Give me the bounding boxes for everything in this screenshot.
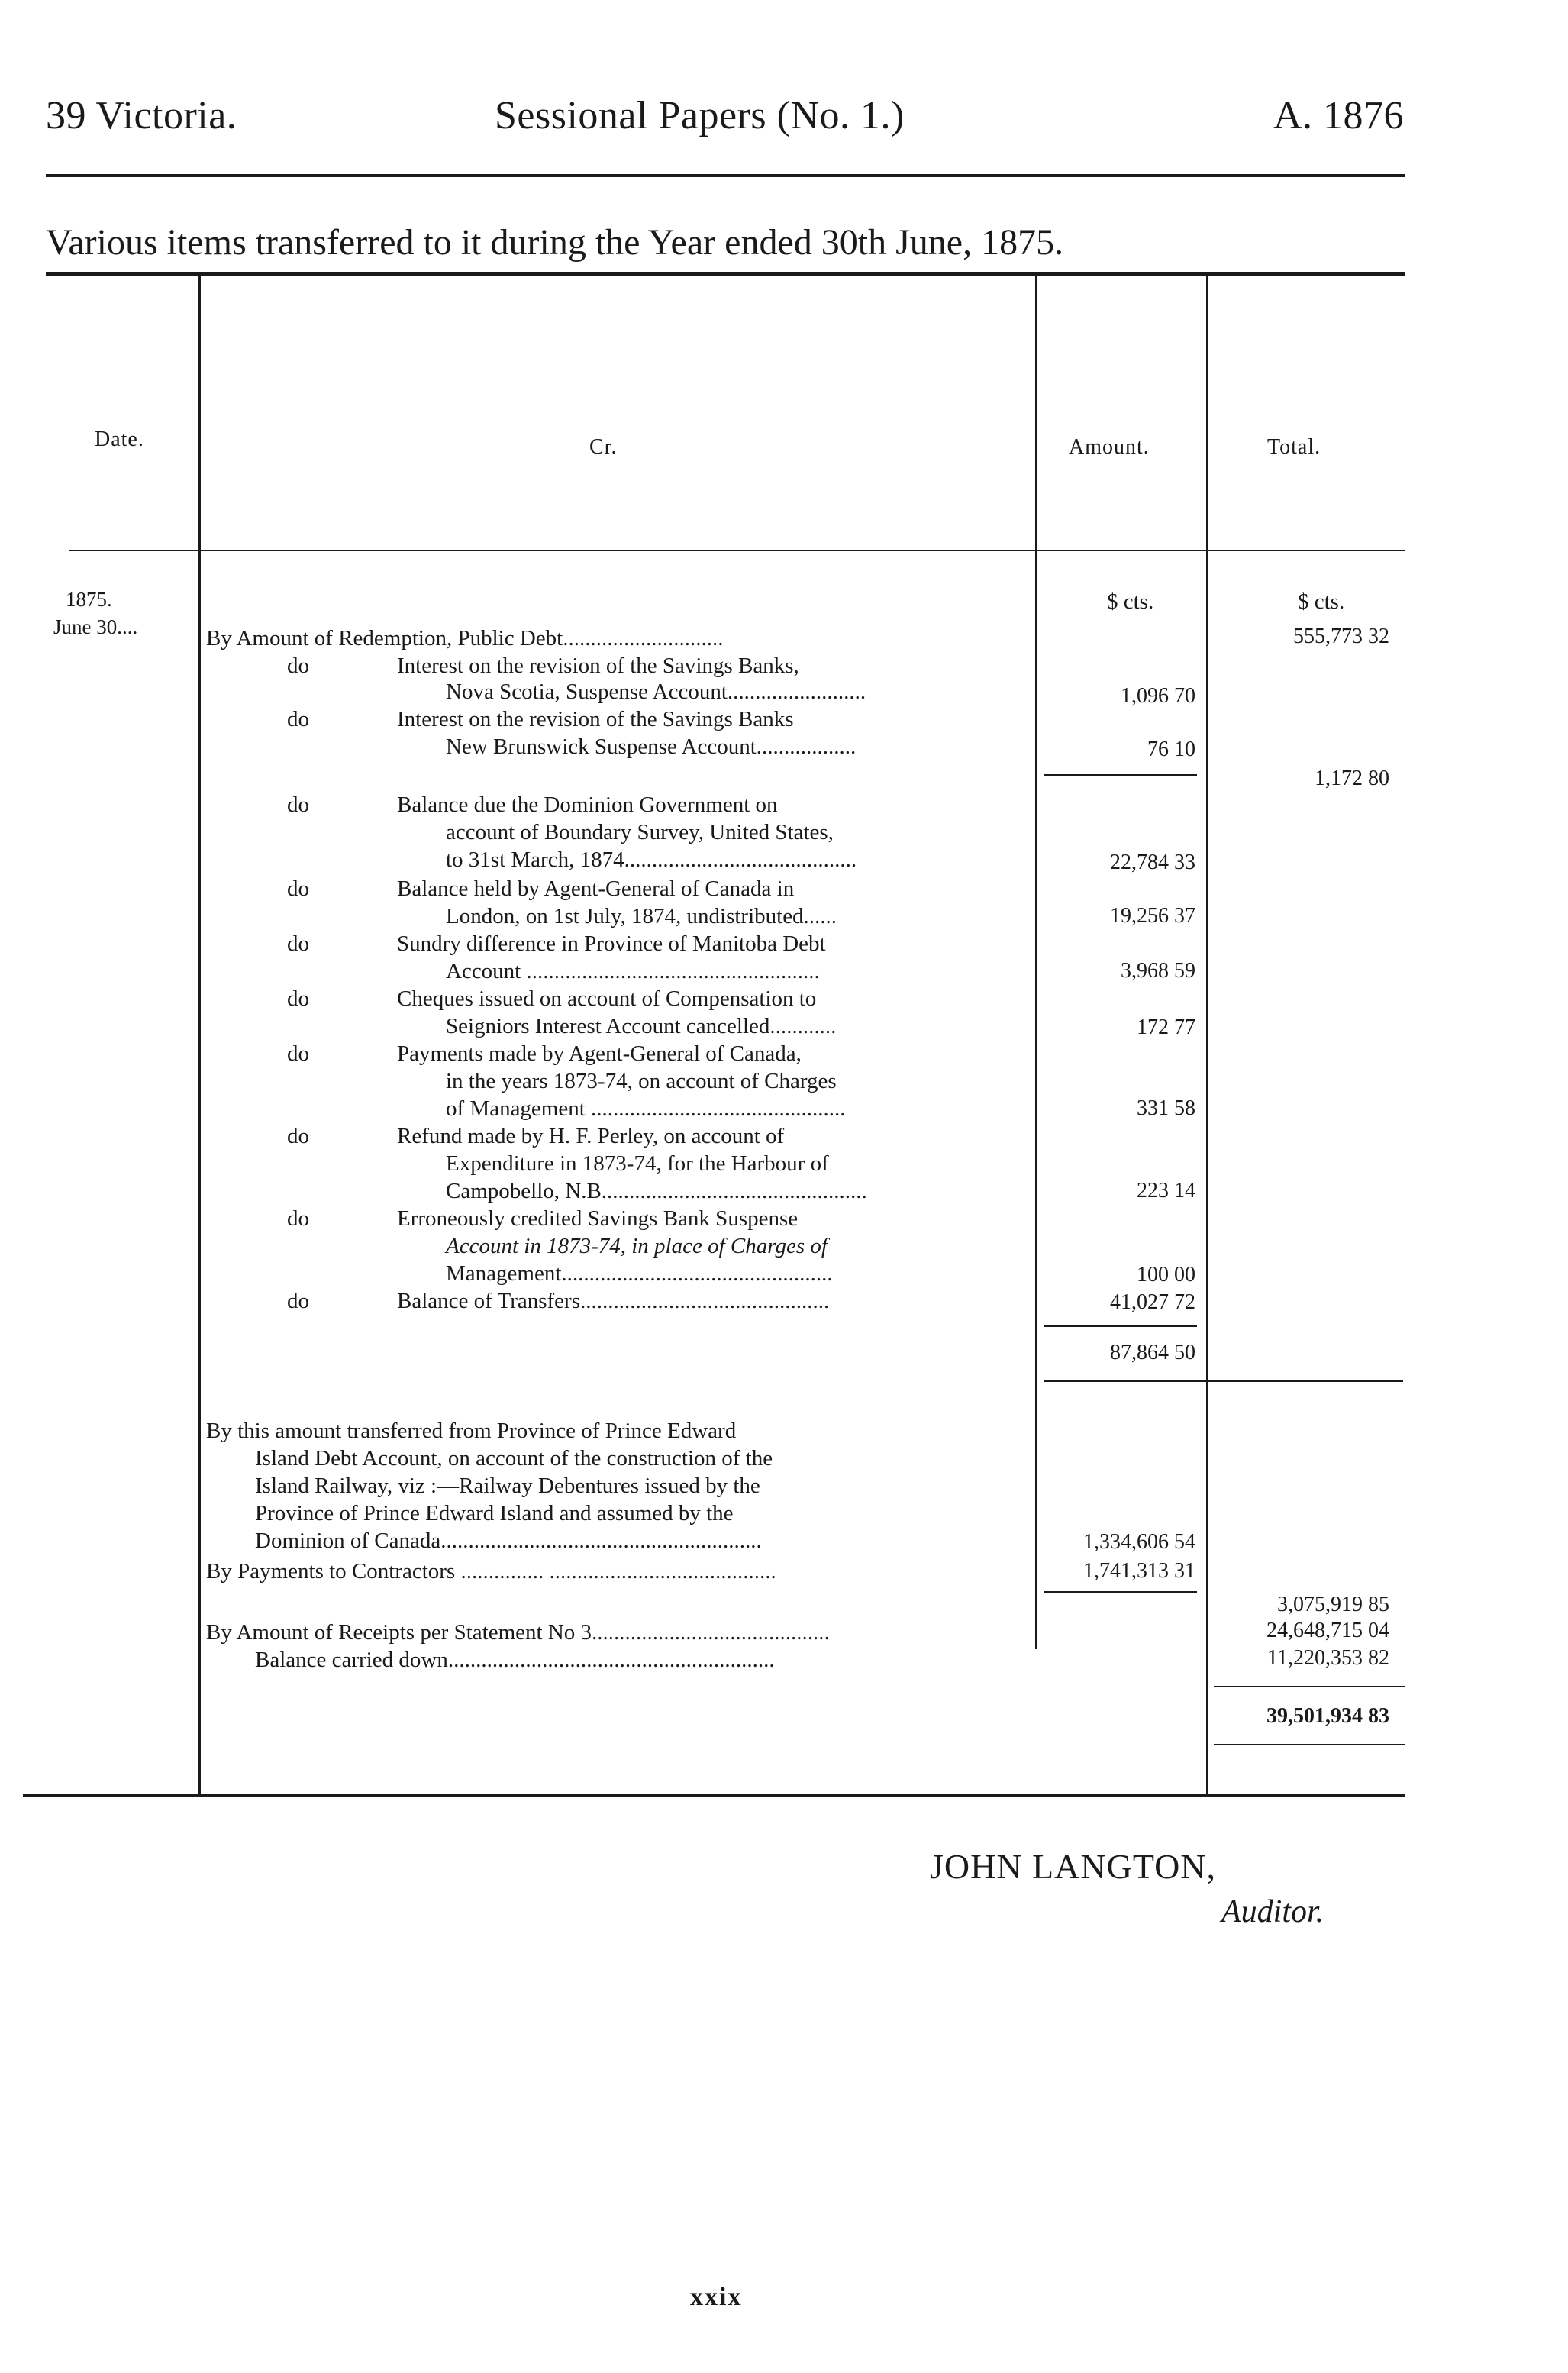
entry-text-line: London, on 1st July, 1874, undistributed...... <box>446 904 837 928</box>
entry-text-line: Balance of Transfers............................................. <box>397 1289 830 1313</box>
entry-text-line: Nova Scotia, Suspense Account......................... <box>446 680 866 704</box>
header-center: Sessional Papers (No. 1.) <box>495 94 905 137</box>
entry-text-line: Interest on the revision of the Savings Banks, <box>397 654 799 678</box>
header-right: A. 1876 <box>1273 94 1405 137</box>
entry-text-line: account of Boundary Survey, United States, <box>446 820 834 844</box>
entry-prefix: do <box>287 986 309 1011</box>
entry-text-line: Account ..................................................... <box>446 959 820 983</box>
entry-amount: 19,256 37 <box>1110 904 1195 928</box>
entry-text-line: Expenditure in 1873-74, for the Harbour of <box>446 1151 829 1176</box>
table-subtitle: Various items transferred to it during the Year ended 30th June, 1875. <box>46 222 1064 263</box>
entry-amount: 1,096 70 <box>1121 684 1195 708</box>
entry-text-line: Interest on the revision of the Savings Banks <box>397 707 794 731</box>
entry-text-line: Seigniors Interest Account cancelled............ <box>446 1014 837 1038</box>
entry-text-line: in the years 1873-74, on account of Charges <box>446 1069 837 1093</box>
entry-redemption-total: 555,773 32 <box>1293 625 1389 648</box>
date-day: June 30.... <box>53 615 138 638</box>
amount-subtotal-rule <box>1044 1325 1197 1327</box>
total-unit: $ cts. <box>1298 589 1345 614</box>
column-head-cr: Cr. <box>589 435 618 459</box>
entry-amount: 76 10 <box>1147 738 1195 761</box>
entry-text-line: Management................................................. <box>446 1261 833 1286</box>
entry-prefix: do <box>287 793 309 817</box>
entry-text-line: Sundry difference in Province of Manitoba Debt <box>397 931 826 956</box>
date-year: 1875. <box>66 588 112 611</box>
entry-prefix: do <box>287 707 309 731</box>
entry-text-line: Cheques issued on account of Compensation to <box>397 986 817 1011</box>
entry-text-line: Payments made by Agent-General of Canada, <box>397 1041 802 1066</box>
column-head-total: Total. <box>1267 435 1321 459</box>
amount-subtotal-rule <box>1044 1591 1197 1593</box>
entry-text-line: Province of Prince Edward Island and assumed by the <box>255 1501 734 1526</box>
section-rule <box>1044 1380 1403 1382</box>
entry-amount: 41,027 72 <box>1110 1290 1195 1314</box>
amount-subtotal-rule <box>1044 774 1197 776</box>
col-divider-amount <box>1206 275 1208 1794</box>
entry-amount: 1,334,606 54 <box>1083 1530 1195 1554</box>
entry-interest-total: 1,172 80 <box>1315 767 1389 790</box>
table-head-rule <box>69 550 1405 551</box>
entry-amount: 1,741,313 31 <box>1083 1559 1195 1583</box>
entry-text-line: By this amount transferred from Province of Prince Edward <box>206 1419 737 1443</box>
entry-prefix: do <box>287 931 309 956</box>
entry-text-line: Balance due the Dominion Government on <box>397 793 778 817</box>
entry-text-line: Island Railway, viz :—Railway Debentures issued by the <box>255 1474 760 1498</box>
entry-prefix: do <box>287 1041 309 1066</box>
entry-text-line: Balance carried down........................................................... <box>255 1648 775 1672</box>
entry-text-line: Account in 1873-74, in place of Charges of <box>446 1234 828 1258</box>
entry-text-line: By Payments to Contractors ............... ......................................... <box>206 1559 776 1584</box>
entry-prefix: do <box>287 1289 309 1313</box>
header-rule-thick <box>46 174 1405 177</box>
entry-text-line: Balance held by Agent-General of Canada in <box>397 877 795 901</box>
entry-prefix: do <box>287 1124 309 1148</box>
signature-name: JOHN LANGTON, <box>930 1847 1217 1886</box>
entry-text-line: New Brunswick Suspense Account.................. <box>446 734 857 759</box>
entry-amount: 172 77 <box>1137 1015 1195 1039</box>
entry-text-line: Dominion of Canada.......................................................... <box>255 1529 762 1553</box>
grand-total: 39,501,934 83 <box>1266 1704 1389 1728</box>
entry-text-line: of Management .............................................. <box>446 1096 846 1121</box>
entry-amount: 3,968 59 <box>1121 959 1195 983</box>
entry-text-line: Campobello, N.B................................................ <box>446 1179 867 1203</box>
entry-amount: 22,784 33 <box>1110 851 1195 874</box>
grand-total-rule <box>1214 1686 1405 1687</box>
transfers-subtotal: 87,864 50 <box>1110 1341 1195 1364</box>
entry-amount: 100 00 <box>1137 1263 1195 1287</box>
balance-total: 11,220,353 82 <box>1267 1646 1389 1670</box>
entry-text-line: Refund made by H. F. Perley, on account of <box>397 1124 785 1148</box>
table-bottom-rule <box>23 1794 1405 1797</box>
receipts-total: 24,648,715 04 <box>1266 1619 1389 1642</box>
entry-redemption-text: By Amount of Redemption, Public Debt............................. <box>206 626 724 651</box>
amount-unit: $ cts. <box>1107 589 1154 614</box>
entry-amount: 331 58 <box>1137 1096 1195 1120</box>
entry-text-line: Erroneously credited Savings Bank Suspense <box>397 1206 799 1231</box>
entry-text-line: Island Debt Account, on account of the construction of the <box>255 1446 773 1471</box>
grand-total-rule <box>1214 1744 1405 1745</box>
entry-text-line: to 31st March, 1874.......................................... <box>446 848 857 872</box>
entry-text-line: By Amount of Receipts per Statement No 3........................................... <box>206 1620 830 1645</box>
col-divider-cr <box>1035 275 1037 1649</box>
page-number: xxix <box>690 2283 743 2311</box>
entry-prefix: do <box>287 1206 309 1231</box>
pei-total: 3,075,919 85 <box>1277 1593 1389 1616</box>
entry-prefix: do <box>287 654 309 678</box>
column-head-date: Date. <box>95 428 144 451</box>
table-top-rule <box>46 272 1405 276</box>
signature-title: Auditor. <box>1221 1894 1324 1929</box>
entry-amount: 223 14 <box>1137 1179 1195 1203</box>
col-divider-date <box>198 275 201 1794</box>
entry-prefix: do <box>287 877 309 901</box>
header-left: 39 Victoria. <box>46 94 237 137</box>
column-head-amount: Amount. <box>1069 435 1150 459</box>
